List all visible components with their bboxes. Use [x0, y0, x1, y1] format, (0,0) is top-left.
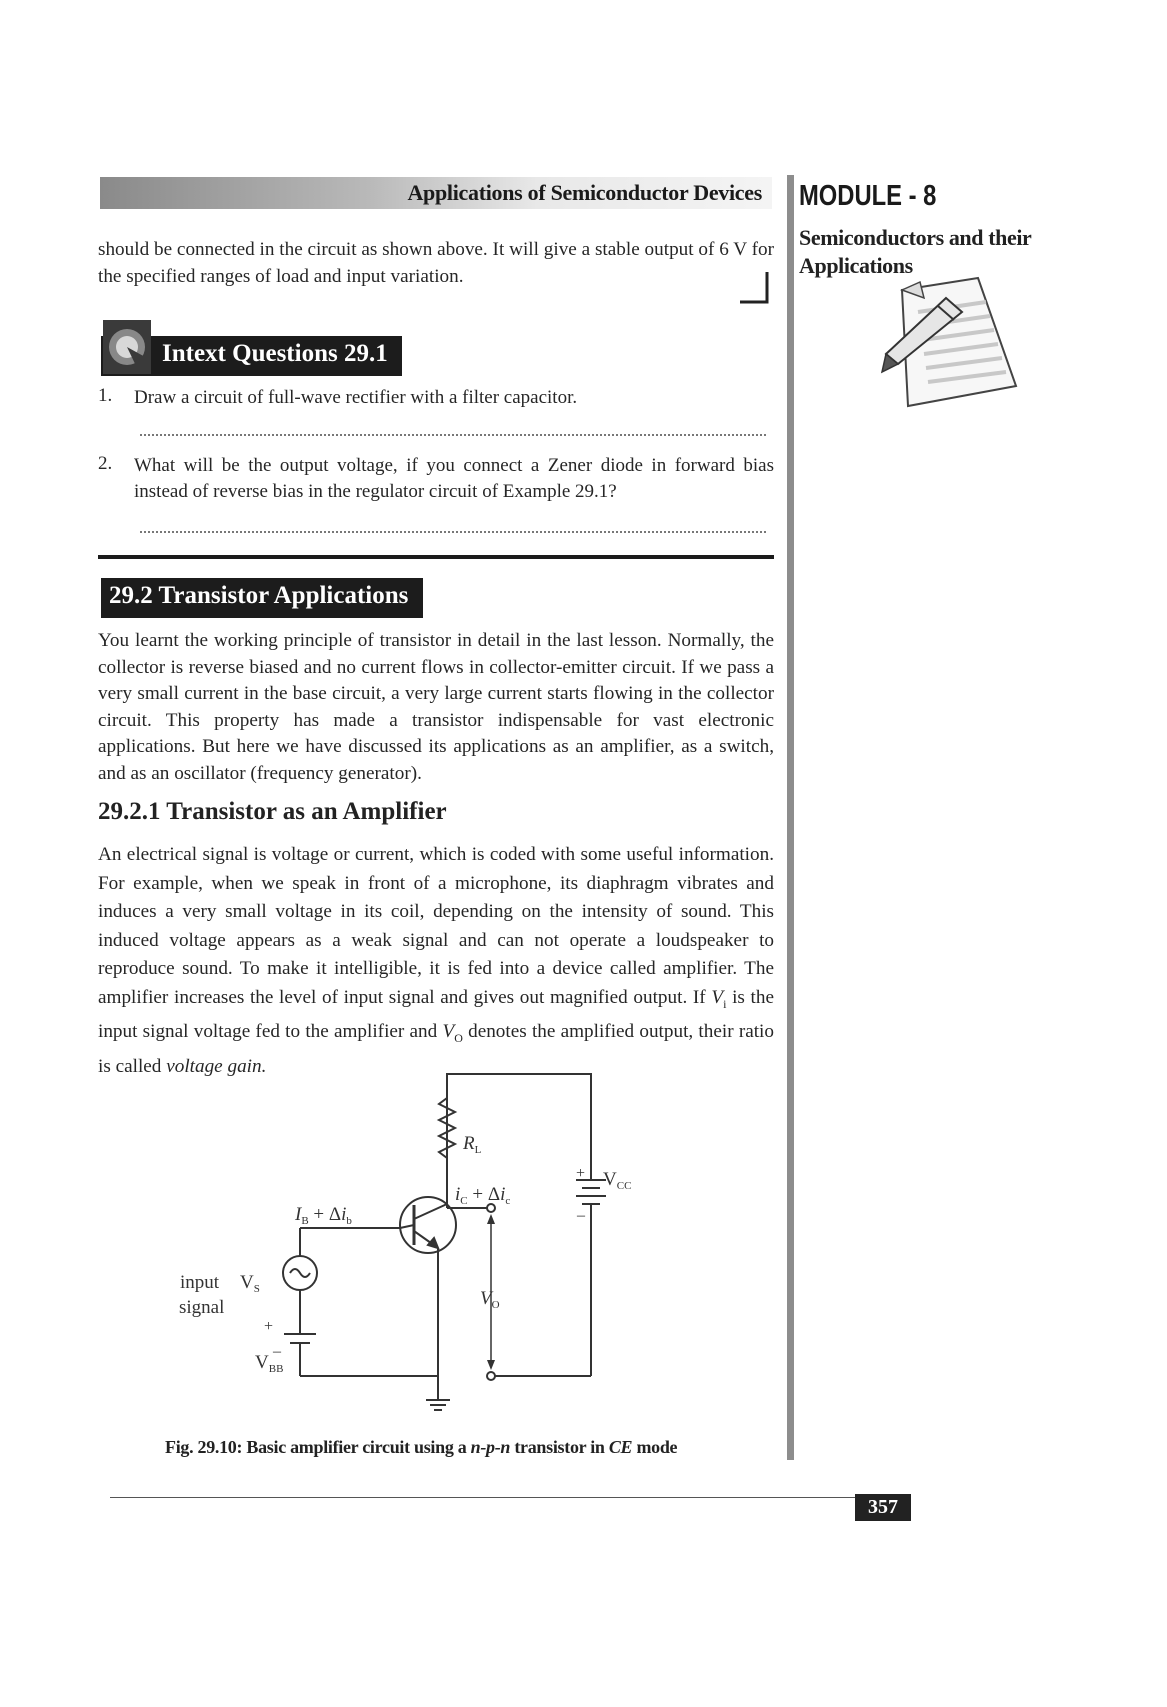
question-1-number: 1. [98, 385, 113, 406]
label-rl: $R_L$ [463, 1133, 482, 1156]
figure-caption: Fig. 29.10: Basic amplifier circuit using a n-p-n transistor in CE mode [165, 1437, 678, 1457]
label-vcc-minus: – [577, 1207, 585, 1224]
label-ib: $I_B + \Delta i_b$ [295, 1204, 352, 1227]
question-badge-icon [103, 320, 151, 374]
running-header-title: Applications of Semiconductor Devices [407, 180, 762, 205]
question-1-text: Draw a circuit of full-wave rectifier with a filter capacitor. [134, 387, 578, 408]
page-number-badge [855, 1494, 911, 1521]
label-vs: $V_S$ [240, 1272, 260, 1295]
answer-line-2 [140, 531, 766, 533]
question-2-text: What will be the output voltage, if you connect a Zener diode in forward bias instead of reverse bias in the regulator circuit of Example 29.1? [134, 455, 774, 502]
label-vcc-plus: + [576, 1165, 586, 1182]
subsection-heading: 29.2.1 Transistor as an Amplifier [98, 798, 447, 825]
question-2-number: 2. [98, 453, 113, 474]
module-subtitle-line-2: Applications [799, 253, 913, 278]
label-input: input [180, 1272, 220, 1293]
margin-divider [787, 175, 794, 1460]
notepad-pencil-icon [878, 268, 1028, 418]
page-number: 357 [868, 1496, 898, 1518]
label-vbb: $V_{BB}$ [255, 1352, 284, 1375]
amplifier-paragraph: An electrical signal is voltage or current, which is coded with some useful information. For example, when we speak in front of a microphone, its diaphragm vibrates and induces a very small voltage in its coil, depending on the intensity of sound. This induced voltage appears as a weak signal and can not operate a loudspeaker to reproduce sound. To make it intelligible, it is fed into a device called amplifier. The amplifier increases the level of input signal and gives out magnified output. If $V_i$ is the input signal voltage fed to the amplifier and $V_O$ denotes the amplified output, their ratio is called voltage gain. [98, 844, 774, 1077]
module-subtitle-line-1: Semiconductors and their [799, 225, 1032, 250]
running-header [100, 177, 772, 209]
label-vbb-minus: – [273, 1343, 281, 1360]
section-heading: 29.2 Transistor Applications [109, 582, 409, 609]
amplifier-circuit-diagram [160, 1068, 680, 1428]
label-signal: signal [179, 1297, 225, 1318]
label-ic: $i_C + \Delta i_c$ [455, 1184, 511, 1207]
answer-line-1 [140, 434, 766, 436]
intext-questions-title: Intext Questions 29.1 [162, 340, 388, 367]
label-vbb-plus: + [264, 1318, 274, 1335]
section-paragraph: You learnt the working principle of transistor in detail in the last lesson. Normally, the collector is reverse biased and no current flows in collector-emitter circuit. If we pass a very small current in the base circuit, a very large current starts flowing in the collector circuit. This property has made a transistor indispensable for vast electronic applications. But here we have discussed its applications as an amplifier, as a switch, and as an oscillator (frequency generator). [98, 630, 774, 784]
end-mark-icon [740, 272, 770, 304]
footer-rule [110, 1497, 855, 1498]
section-divider [98, 555, 774, 559]
module-title: MODULE - 8 [799, 180, 937, 212]
label-vcc: $V_{CC}$ [603, 1169, 632, 1192]
label-vo: $V_O$ [480, 1288, 500, 1311]
intro-paragraph: should be connected in the circuit as shown above. It will give a stable output of 6 V for the specified ranges of load and input variation. [98, 239, 774, 287]
